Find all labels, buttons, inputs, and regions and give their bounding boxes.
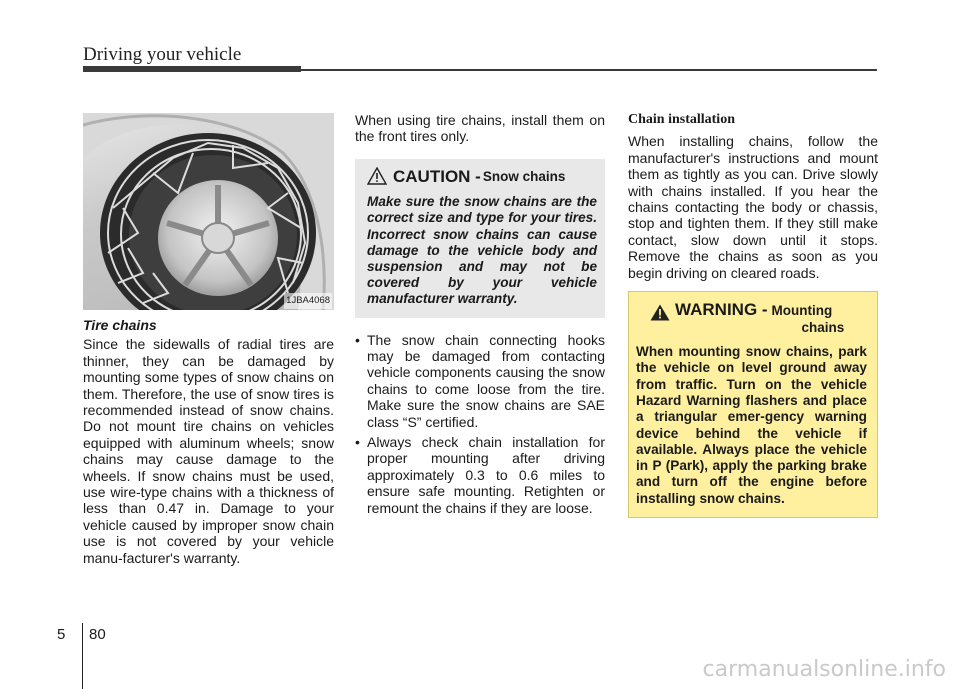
caution-header [367, 167, 597, 188]
middle-column [355, 112, 605, 520]
caution-box [355, 159, 605, 318]
warning-body: When mounting snow chains, park the vehicle on level ground away from traffic. Turn on the vehicle Hazard Warning flashers and place a triangular emer-gency warning device behind the vehicle if available. Always place the vehicle in P (Park), apply the parking brake and turn off the engine before installing snow chains. [636, 344, 867, 506]
tire-chains-paragraph: Since the sidewalls of radial tires are thinner, they can be damaged by mounting some types of snow chains on them. Therefore, the use of snow tires is recommended instead of snow chains. Do not mount tire chains on vehicles equipped with aluminum wheels; snow chains may cause damage to the wheels. If snow chains must be used, use wire-type chains with a thickness of less than 0.47 in. Damage to your vehicle caused by improper snow chain use is not covered by your vehicle manu-facturer's warranty. [83, 336, 334, 566]
left-column [83, 113, 334, 566]
warning-triangle-icon [650, 304, 670, 324]
tire-chain-photo [83, 113, 334, 310]
warning-subject-line2: chains [801, 320, 845, 336]
warning-subject-line1: Mounting [771, 303, 833, 319]
tire-chain-illustration [83, 113, 334, 310]
watermark: carmanualsonline.info [702, 657, 946, 682]
chain-installation-heading: Chain installation [628, 112, 735, 127]
right-column [628, 112, 878, 518]
image-code: 1JBA4068 [284, 293, 332, 309]
caution-subject: Snow chains [482, 169, 566, 185]
page-header-title: Driving your vehicle [83, 44, 242, 65]
warning-label: WARNING - [675, 300, 768, 320]
warning-box [628, 291, 878, 518]
warning-subject [772, 302, 845, 336]
caution-label: CAUTION - [393, 167, 481, 187]
warning-header [636, 302, 867, 336]
chain-bullet-list [355, 332, 605, 516]
front-tires-intro: When using tire chains, install them on the front tires only. [355, 112, 605, 145]
chain-installation-paragraph: When installing chains, follow the manufacturer's instructions and mount them as tightly as you can. Drive slowly with chains installed. If you hear the chains contacting the body or chassis, stop and tighten them. If they still make contact, slow down until it stops. Remove the chains as soon as you begin driving on cleared roads. [628, 133, 878, 281]
footer-rule [82, 623, 83, 689]
footer-section-number: 5 [57, 626, 66, 643]
bullet-item-check-installation: • Always check chain installation for proper mounting after driving approximately 0.3 to 0.6 miles to ensure safe mounting. Retighten or remount the chains if they are loose. [355, 434, 605, 516]
section-title-tire-chains: Tire chains [83, 317, 157, 333]
caution-body: Make sure the snow chains are the correct size and type for your tires. Incorrect snow chains can cause damage to the vehicle body and suspension and may not be covered by your vehicle manufacturer warranty. [367, 194, 597, 307]
header-rule-thick [83, 66, 301, 72]
caution-triangle-icon [367, 167, 387, 188]
bullet-item-hooks: • The snow chain connecting hooks may be damaged from contacting vehicle components causing the snow chains to come loose from the tire. Make sure the snow chains are SAE class “S” certified. [355, 332, 605, 430]
header-rule-thin [301, 69, 877, 71]
footer-page-number: 80 [89, 626, 106, 643]
